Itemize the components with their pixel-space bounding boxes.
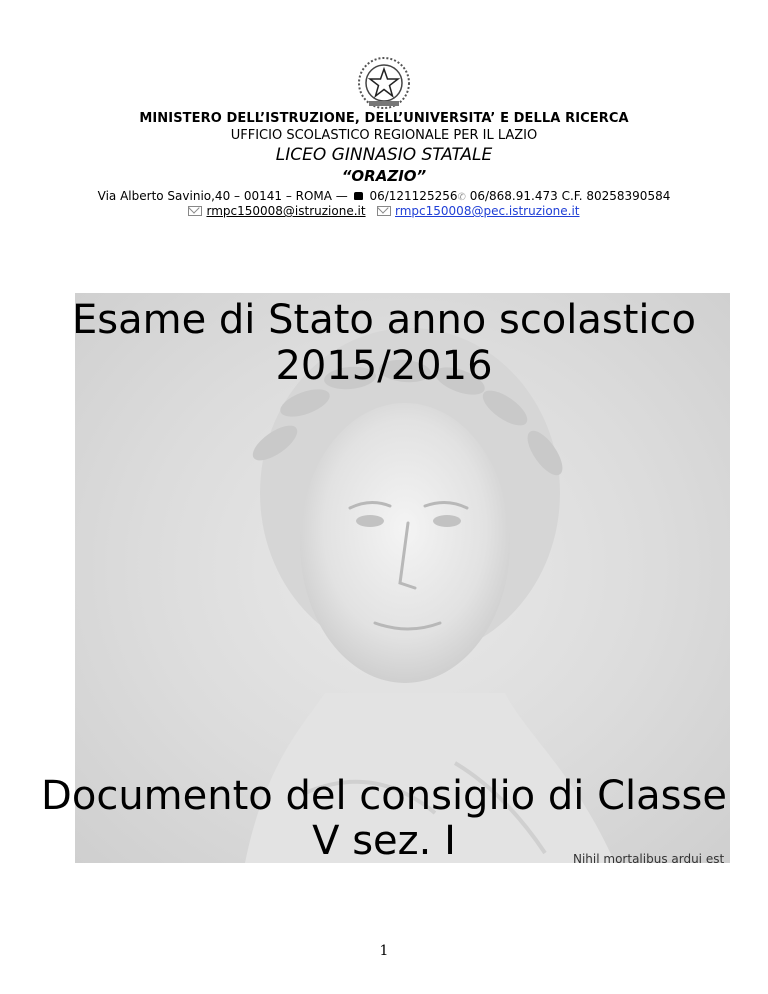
fax-icon: ✆ — [457, 192, 466, 203]
pec-email-link[interactable]: rmpc150008@pec.istruzione.it — [395, 204, 580, 218]
address-text: Via Alberto Savinio,40 – 00141 – ROMA — — [97, 189, 348, 203]
document-title: Documento del consiglio di Classe — [41, 773, 727, 819]
phone-number: 06/121125256 — [369, 189, 458, 203]
exam-title: Esame di Stato anno scolastico — [71, 297, 697, 343]
class-section: V sez. I — [312, 818, 456, 864]
regional-office-heading: UFFICIO SCOLASTICO REGIONALE PER IL LAZIO — [230, 128, 538, 143]
contact-line — [0, 189, 768, 203]
fax-number: 06/868.91.473 — [469, 189, 558, 203]
republic-emblem-icon — [356, 55, 412, 111]
school-year: 2015/2016 — [275, 343, 493, 389]
ministry-heading: MINISTERO DELL’ISTRUZIONE, DELL’UNIVERSITA’ E DELLA RICERCA — [139, 111, 629, 126]
email-link[interactable]: rmpc150008@istruzione.it — [206, 204, 366, 218]
envelope-icon — [188, 206, 202, 216]
page-number: 1 — [379, 943, 389, 959]
envelope-icon — [377, 206, 391, 216]
school-type-heading: LICEO GINNASIO STATALE — [275, 145, 493, 165]
latin-motto: Nihil mortalibus ardui est — [573, 852, 725, 866]
tax-code: C.F. 80258390584 — [561, 189, 671, 203]
email-line — [0, 204, 768, 218]
school-name-heading: “ORAZIO” — [341, 167, 427, 185]
telephone-icon — [354, 192, 363, 200]
